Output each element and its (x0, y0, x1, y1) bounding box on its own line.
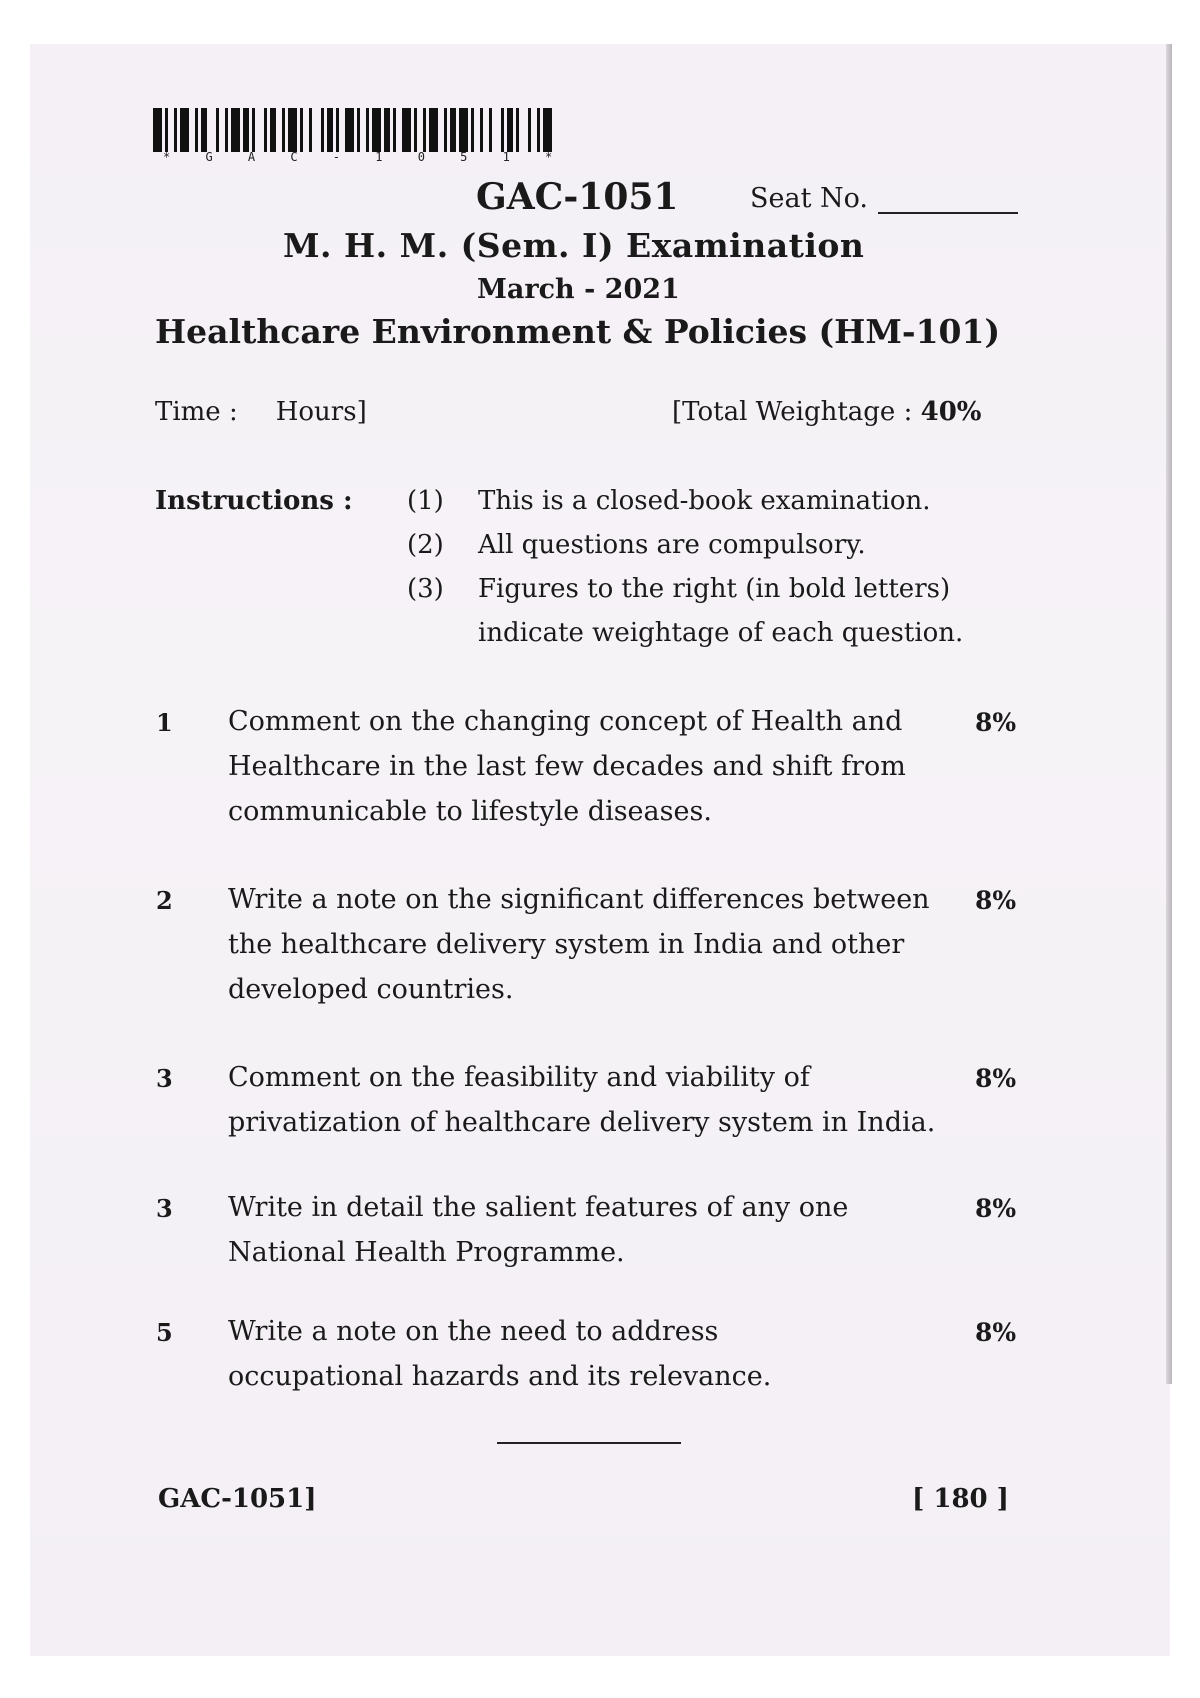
question-weight: 8% (975, 1194, 1017, 1223)
barcode-bar (255, 108, 264, 152)
instruction-number: (1) (407, 486, 444, 516)
question-text: Comment on the changing concept of Health and Healthcare in the last few decades and shift from communicable to lifestyle diseases. (228, 706, 906, 827)
barcode-bar (180, 108, 189, 152)
time-row (155, 397, 367, 427)
instruction-text: This is a closed-book examination. (478, 486, 931, 516)
exam-month-year: March - 2021 (477, 274, 680, 305)
barcode-bar (153, 108, 162, 152)
barcode-bar (429, 108, 438, 152)
sheet-edge (1166, 44, 1172, 1384)
instruction-number: (2) (407, 530, 444, 560)
question-weight: 8% (975, 1064, 1017, 1093)
question-weight: 8% (975, 708, 1017, 737)
question-text: Write a note on the need to address occupational hazards and its relevance. (228, 1316, 772, 1392)
subject-title: Healthcare Environment & Policies (HM-101) (155, 312, 1001, 351)
barcode-bar (543, 108, 552, 152)
question-text: Write a note on the significant differences between the healthcare delivery system in India and other developed countries. (228, 884, 930, 1005)
instruction-text: Figures to the right (in bold letters) (478, 574, 951, 604)
barcode-text: * G A C - 1 0 5 1 * (163, 150, 567, 164)
barcode-bar (519, 108, 528, 152)
instruction-text: All questions are compulsory. (478, 530, 866, 560)
exam-title: M. H. M. (Sem. I) Examination (283, 226, 865, 265)
question-number: 3 (156, 1194, 173, 1223)
barcode-bar (288, 108, 297, 152)
barcode-bar (231, 108, 240, 152)
barcode-bar (312, 108, 321, 152)
time-value: Hours] (275, 397, 367, 427)
seat-number-label: Seat No. (750, 183, 868, 214)
barcode-bar (459, 108, 468, 152)
instruction-number: (3) (407, 574, 444, 604)
end-rule (497, 1442, 681, 1444)
instruction-text: indicate weightage of each question. (478, 618, 964, 648)
barcode (153, 108, 553, 152)
total-weightage (672, 397, 982, 427)
barcode-bar (492, 108, 501, 152)
seat-number-blank (878, 212, 1018, 214)
question-number: 1 (156, 708, 173, 737)
footer-code: GAC-1051] (158, 1484, 317, 1514)
barcode-bar (345, 108, 354, 152)
barcode-bar (402, 108, 411, 152)
question-number: 2 (156, 886, 173, 915)
question-text: Comment on the feasibility and viability of privatization of healthcare delivery system in India. (228, 1062, 936, 1138)
barcode-bar (207, 108, 216, 152)
question-weight: 8% (975, 1318, 1017, 1347)
weightage-label: [Total Weightage : (672, 397, 913, 427)
paper-code: GAC-1051 (476, 176, 679, 218)
question-weight: 8% (975, 886, 1017, 915)
weightage-value: 40% (920, 397, 982, 427)
question-number: 5 (156, 1318, 173, 1347)
question-text: Write in detail the salient features of any one National Health Programme. (228, 1192, 849, 1268)
instructions-label: Instructions : (155, 486, 353, 516)
barcode-bar (372, 108, 381, 152)
time-label: Time : (155, 397, 238, 427)
question-number: 3 (156, 1064, 173, 1093)
page-number: [ 180 ] (912, 1484, 1009, 1514)
